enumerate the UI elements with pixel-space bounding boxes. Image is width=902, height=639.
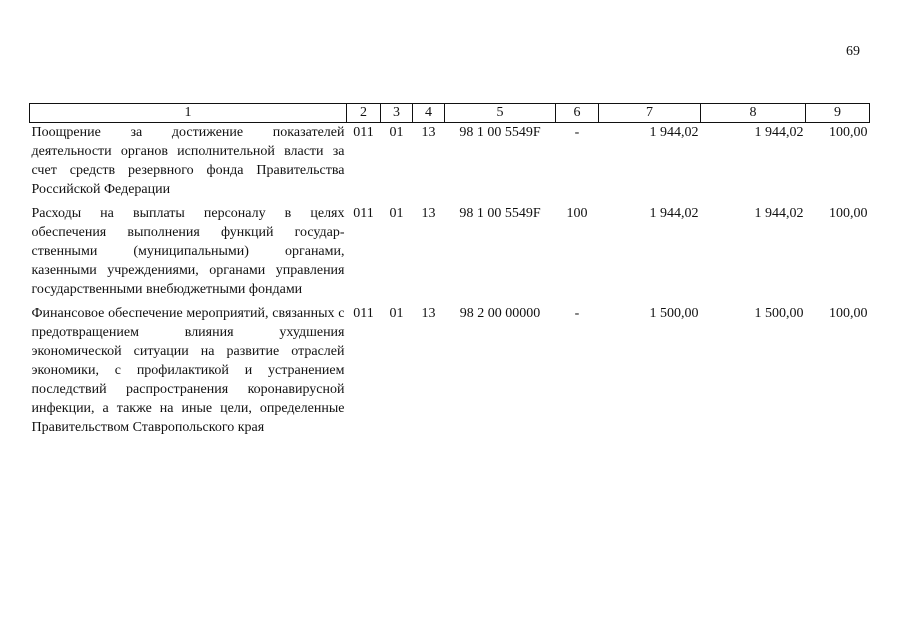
row-percent: 100,00 — [829, 125, 868, 140]
column-header: 9 — [806, 104, 870, 123]
column-header: 5 — [445, 104, 556, 123]
row-pr: 13 — [421, 125, 436, 140]
row-rz: 01 — [389, 206, 404, 221]
table-row — [30, 304, 870, 442]
row-plan: 1 944,02 — [649, 125, 699, 140]
row-vr: - — [574, 306, 580, 321]
row-csr: 98 1 00 5549F — [459, 206, 541, 221]
row-pr: 13 — [421, 206, 436, 221]
row-vr: - — [574, 125, 580, 140]
row-csr: 98 1 00 5549F — [459, 125, 541, 140]
row-name: Поощрение за достижение показателей деятельности органов исполнительной власти за счет средств резервного фонда Правительства Российской Федерации — [31, 125, 345, 197]
column-header: 8 — [701, 104, 806, 123]
column-header: 4 — [413, 104, 445, 123]
row-rz: 01 — [389, 306, 404, 321]
column-header: 6 — [556, 104, 599, 123]
column-header: 7 — [599, 104, 701, 123]
row-rz: 01 — [389, 125, 404, 140]
row-name: Расходы на выплаты персоналу в целях обеспечения выполнения функций государ-ственными (муниципальными) органами, казенными учреждениями, органами управления государственными внебюджетными фондами — [31, 206, 345, 297]
table-header-row — [30, 104, 870, 123]
column-header: 2 — [347, 104, 381, 123]
row-ved: 011 — [353, 125, 374, 140]
row-fact: 1 500,00 — [754, 306, 804, 321]
budget-table — [29, 103, 870, 442]
page-number: 69 — [846, 44, 860, 59]
column-header: 3 — [381, 104, 413, 123]
row-fact: 1 944,02 — [754, 206, 804, 221]
row-percent: 100,00 — [829, 306, 868, 321]
row-vr: 100 — [566, 206, 588, 221]
row-name: Финансовое обеспечение мероприятий, связанных с предотвращением влияния ухудшения экономической ситуации на развитие отраслей экономики, с профилактикой и устранением последствий распространения коронавирусной инфекции, а также на иные цели, определенные Правительством Ставропольского края — [31, 306, 345, 435]
row-pr: 13 — [421, 306, 436, 321]
row-ved: 011 — [353, 306, 374, 321]
row-percent: 100,00 — [829, 206, 868, 221]
column-header: 1 — [30, 104, 347, 123]
row-plan: 1 500,00 — [649, 306, 699, 321]
row-ved: 011 — [353, 206, 374, 221]
row-fact: 1 944,02 — [754, 125, 804, 140]
row-csr: 98 2 00 00000 — [459, 306, 541, 321]
table-row — [30, 123, 870, 205]
row-plan: 1 944,02 — [649, 206, 699, 221]
table-row — [30, 204, 870, 304]
